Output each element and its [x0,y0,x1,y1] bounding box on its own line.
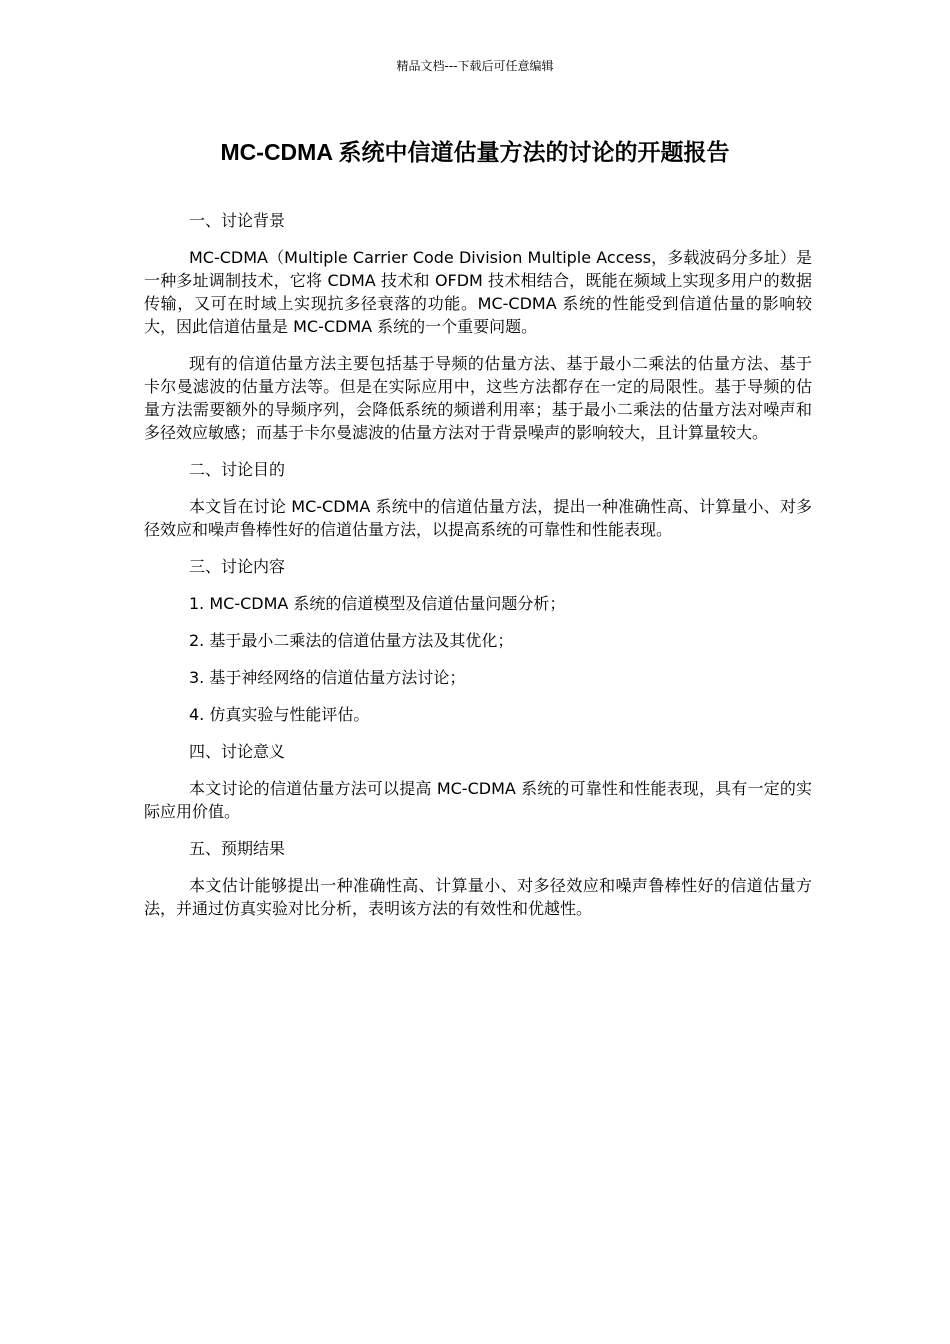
content-list-item-1: 1. MC-CDMA 系统的信道模型及信道估量问题分析； [189,594,566,613]
document-body [144,209,812,934]
section-heading-purpose: 二、讨论目的 [189,460,286,479]
content-list-item-4: 4. 仿真实验与性能评估。 [189,705,370,724]
paragraph-background-1: MC-CDMA（Multiple Carrier Code Division Multiple Access，多载波码分多址）是一种多址调制技术，它将 CDMA 技术和 OFDM 技术相结合，既能在频域上实现多用户的数据传输，又可在时域上实现抗多径衰落的功能。MC-CDMA 系统的性能受到信道估量的影响较大，因此信道估量是 MC-CDMA 系统的一个重要问题。 [144,248,812,336]
section-heading-significance: 四、讨论意义 [189,742,286,761]
header-note: 精品文档---下载后可任意编辑 [396,59,554,73]
content-list-item-2: 2. 基于最小二乘法的信道估量方法及其优化； [189,631,514,650]
paragraph-background-2: 现有的信道估量方法主要包括基于导频的估量方法、基于最小二乘法的估量方法、基于卡尔曼滤波的估量方法等。但是在实际应用中，这些方法都存在一定的局限性。基于导频的估量方法需要额外的导频序列，会降低系统的频谱利用率；基于最小二乘法的估量方法对噪声和多径效应敏感；而基于卡尔曼滤波的估量方法对于背景噪声的影响较大，且计算量较大。 [144,354,812,442]
paragraph-results-1: 本文估计能够提出一种准确性高、计算量小、对多径效应和噪声鲁棒性好的信道估量方法，并通过仿真实验对比分析，表明该方法的有效性和优越性。 [144,876,812,918]
content-list-item-3: 3. 基于神经网络的信道估量方法讨论； [189,668,466,687]
document-title: MC-CDMA 系统中信道估量方法的讨论的开题报告 [220,139,730,165]
section-heading-background: 一、讨论背景 [189,211,286,230]
paragraph-significance-1: 本文讨论的信道估量方法可以提高 MC-CDMA 系统的可靠性和性能表现，具有一定的实际应用价值。 [144,779,812,821]
section-heading-results: 五、预期结果 [189,839,286,858]
section-heading-content: 三、讨论内容 [189,557,286,576]
paragraph-purpose-1: 本文旨在讨论 MC-CDMA 系统中的信道估量方法，提出一种准确性高、计算量小、对多径效应和噪声鲁棒性好的信道估量方法，以提高系统的可靠性和性能表现。 [144,497,812,539]
